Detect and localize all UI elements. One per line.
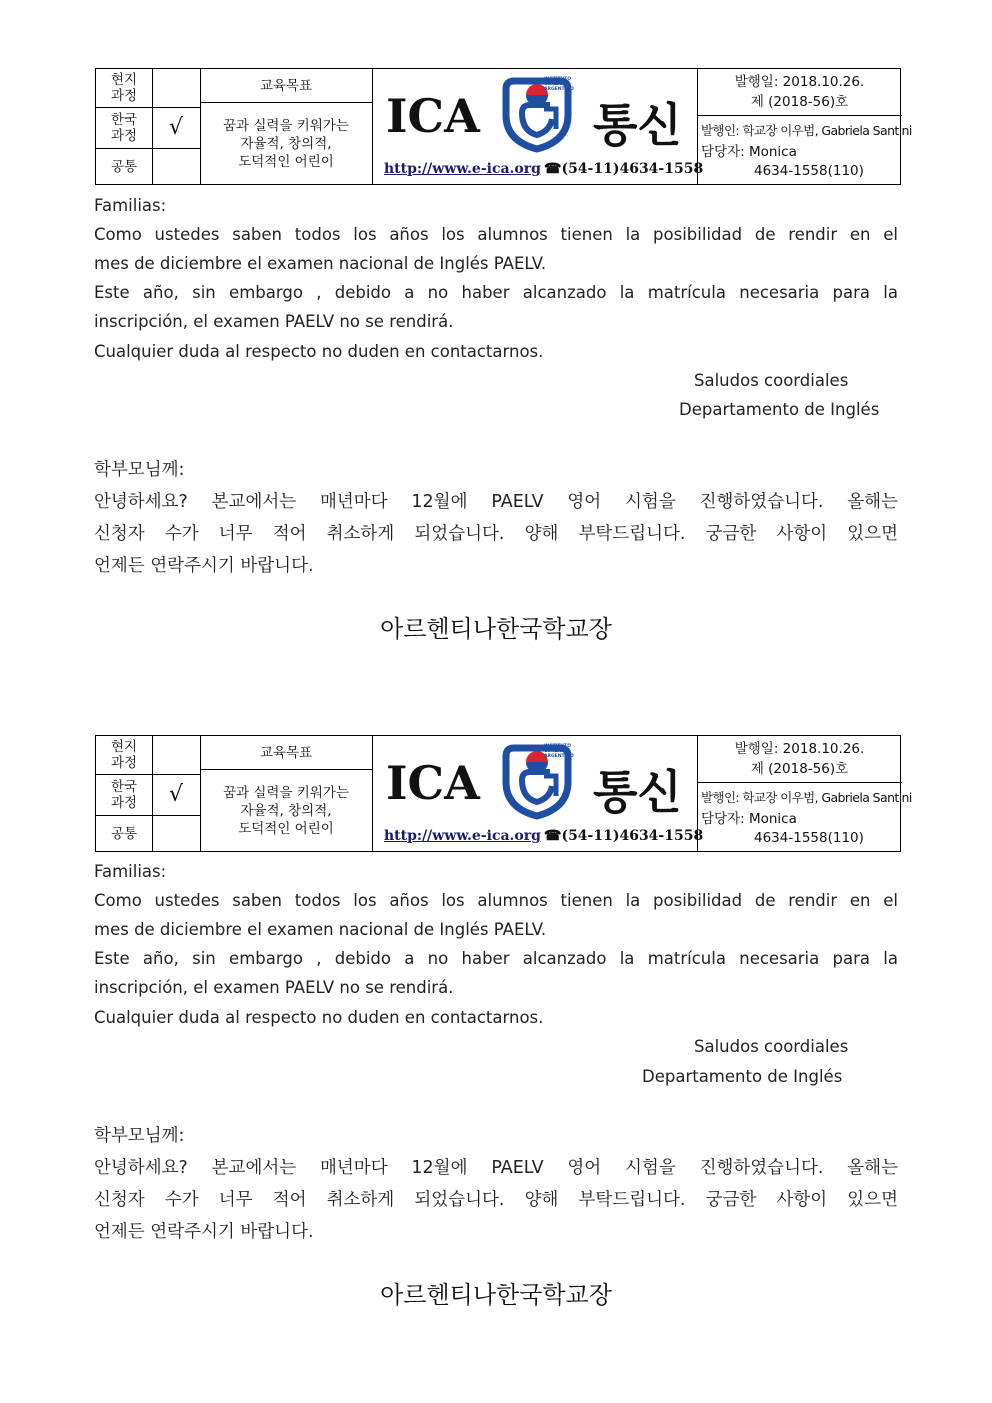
korean-greeting: 학부모님께: [94, 460, 185, 480]
korean-line: 언제든 연락주시기 바랍니다. [94, 1222, 314, 1242]
spanish-line: Cualquier duda al respecto no duden en contactarnos. [94, 342, 544, 361]
brand-name: ICA [386, 89, 480, 143]
newsletter-header [95, 68, 912, 185]
contact-phone: 4634-1558(110) [754, 830, 864, 846]
website-link[interactable]: http://www.e-ica.org [384, 828, 541, 844]
issue-date: 발행일: 2018.10.26. [734, 741, 865, 757]
spanish-line: Como ustedes saben todos los años los alumnos tienen la posibilidad de rendir en el [94, 891, 898, 910]
curriculum-local [96, 736, 152, 774]
spanish-line: Este año, sin embargo , debido a no haber alcanzado la matrícula necesaria para la [94, 283, 898, 302]
spanish-line: Cualquier duda al respecto no duden en contactarnos. [94, 1008, 544, 1027]
curriculum-korean [96, 107, 152, 148]
spanish-greeting: Familias: [94, 862, 167, 881]
curriculum-label: 현지 과정 [110, 739, 138, 771]
publisher: 발행인: 학교장 이우범, Gabriela Santini [701, 123, 912, 138]
principal-signature: 아르헨티나한국학교장 [380, 615, 612, 643]
spanish-line: inscripción, el examen PAELV no se rendirá. [94, 312, 454, 331]
korean-line: 신청자 수가 너무 적어 취소하게 되었습니다. 양해 부탁드립니다. 궁금한 사항이 있으면 [94, 1190, 898, 1210]
check-mark: √ [168, 782, 184, 807]
goal-line: 도덕적인 어린이 [238, 821, 334, 837]
curriculum-korean [96, 774, 152, 815]
contact-person: 담당자: Monica [701, 811, 797, 827]
curriculum-label: 공통 [110, 826, 138, 842]
principal-signature: 아르헨티나한국학교장 [380, 1281, 612, 1309]
check-mark: √ [168, 115, 184, 140]
spanish-department: Departamento de Inglés [642, 1067, 843, 1086]
newsletter-title: 통신 [593, 765, 682, 819]
curriculum-common [96, 815, 152, 853]
spanish-greeting: Familias: [94, 196, 167, 215]
goal-line: 도덕적인 어린이 [238, 154, 334, 170]
issue-number: 제 (2018-56)호 [750, 761, 849, 777]
curriculum-label: 한국 과정 [110, 111, 138, 144]
contact-person: 담당자: Monica [701, 144, 797, 160]
contact-phone: 4634-1558(110) [754, 163, 864, 179]
spanish-closing: Saludos coordiales [694, 1037, 849, 1056]
brand-name: ICA [386, 756, 480, 810]
korean-greeting: 학부모님께: [94, 1126, 185, 1146]
phone-number: ☎(54-11)4634-1558 [544, 828, 704, 844]
goal-line: 자율적, 창의적, [240, 136, 332, 152]
goal-line: 자율적, 창의적, [240, 803, 332, 819]
spanish-line: inscripción, el examen PAELV no se rendirá. [94, 978, 454, 997]
spanish-line: mes de diciembre el examen nacional de Inglés PAELV. [94, 920, 547, 939]
logo-caption: INSTITUTO COREANO ARGENTINO [544, 744, 574, 759]
curriculum-common [96, 148, 152, 186]
goal-line: 꿈과 실력을 키워가는 [223, 118, 349, 134]
newsletter-header [95, 735, 912, 852]
curriculum-label: 공통 [110, 159, 138, 175]
spanish-department: Departamento de Inglés [679, 400, 880, 419]
issue-number: 제 (2018-56)호 [750, 94, 849, 110]
korean-line: 안녕하세요? 본교에서는 매년마다 12월에 PAELV 영어 시험을 진행하였습니다. 올해는 [94, 1158, 898, 1178]
spanish-line: mes de diciembre el examen nacional de Inglés PAELV. [94, 254, 547, 273]
newsletter-title: 통신 [593, 98, 682, 152]
spanish-closing: Saludos coordiales [694, 371, 849, 390]
publisher: 발행인: 학교장 이우범, Gabriela Santini [701, 790, 912, 805]
goal-line: 꿈과 실력을 키워가는 [223, 785, 349, 801]
logo-caption: INSTITUTO COREANO ARGENTINO [544, 77, 574, 92]
korean-line: 신청자 수가 너무 적어 취소하게 되었습니다. 양해 부탁드립니다. 궁금한 사항이 있으면 [94, 524, 898, 544]
korean-line: 언제든 연락주시기 바랍니다. [94, 556, 314, 576]
goal-title: 교육목표 [259, 77, 313, 94]
curriculum-label: 한국 과정 [110, 778, 138, 811]
spanish-line: Este año, sin embargo , debido a no haber alcanzado la matrícula necesaria para la [94, 949, 898, 968]
issue-date: 발행일: 2018.10.26. [734, 74, 865, 90]
goal-text [200, 102, 372, 186]
website-link[interactable]: http://www.e-ica.org [384, 161, 541, 177]
korean-line: 안녕하세요? 본교에서는 매년마다 12월에 PAELV 영어 시험을 진행하였습니다. 올해는 [94, 492, 898, 512]
curriculum-local [96, 69, 152, 107]
goal-text [200, 769, 372, 853]
phone-number: ☎(54-11)4634-1558 [544, 161, 704, 177]
curriculum-label: 현지 과정 [110, 72, 138, 104]
spanish-line: Como ustedes saben todos los años los alumnos tienen la posibilidad de rendir en el [94, 225, 898, 244]
goal-title: 교육목표 [259, 744, 313, 761]
